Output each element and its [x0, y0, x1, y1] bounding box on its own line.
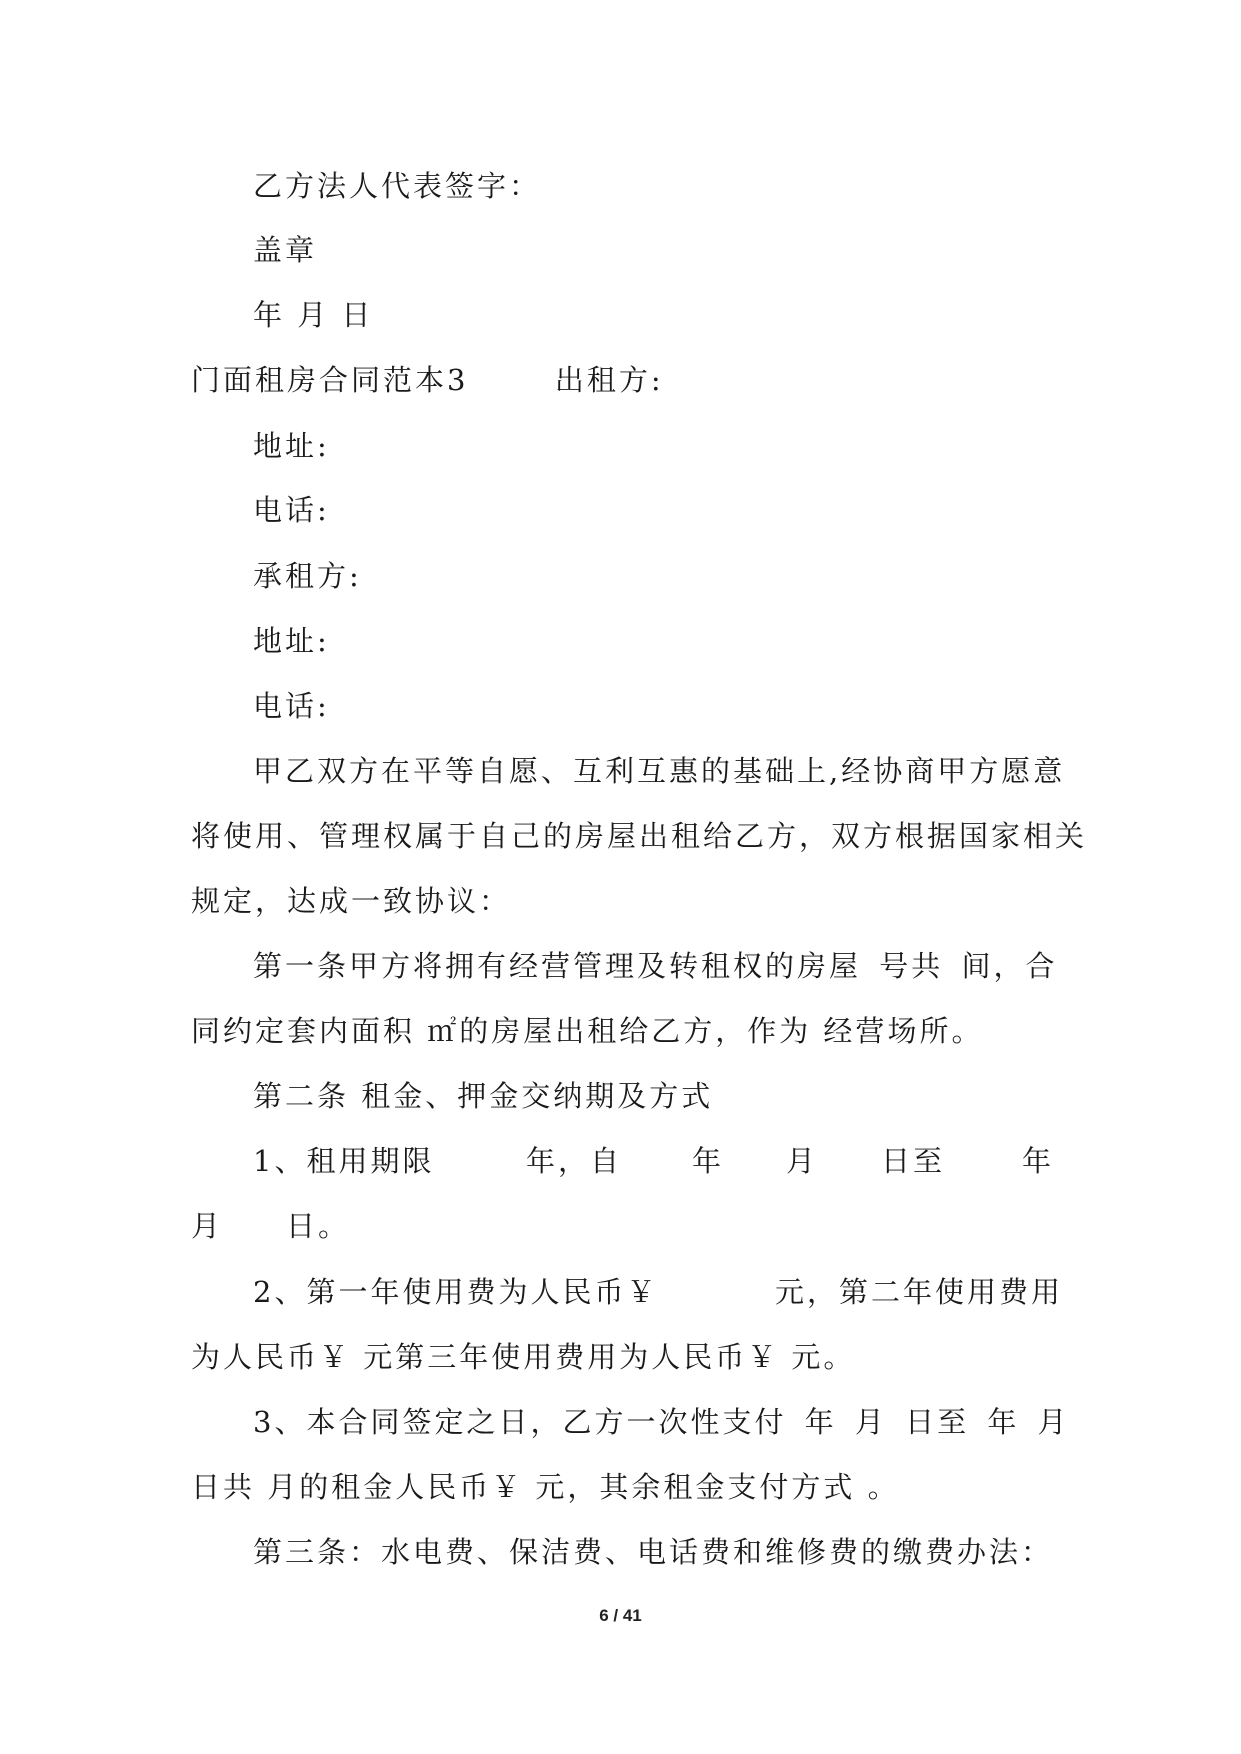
fee-line-2: 为人民币￥ 元第三年使用费用为人民币￥ 元。	[191, 1340, 856, 1374]
article-1-line-1: 第一条甲方将拥有经营管理及转租权的房屋 号共 间，合	[253, 949, 1058, 983]
date-line: 年 月 日	[253, 298, 374, 332]
lessor-label: 出租方:	[554, 363, 664, 397]
party-b-signature-line: 乙方法人代表签字：	[253, 169, 542, 203]
lessee-address-label: 地址:	[253, 624, 330, 658]
lease-term-label: 1、租用期限	[253, 1144, 435, 1178]
fee-line-1-rest: 元，第二年使用费用	[775, 1275, 1064, 1309]
lease-start-day-to: 日至	[881, 1144, 946, 1178]
preamble-line-2: 将使用、管理权属于自己的房屋出租给乙方，双方根据国家相关	[191, 819, 1088, 853]
lease-start-month: 月	[786, 1144, 819, 1178]
article-1-line-2: 同约定套内面积 ㎡的房屋出租给乙方，作为 经营场所。	[191, 1014, 984, 1048]
preamble-line-3: 规定，达成一致协议：	[191, 884, 512, 918]
lessee-label: 承租方:	[253, 559, 362, 593]
fee-line-1-label: 2、第一年使用费为人民币￥	[253, 1275, 659, 1309]
lessor-address-label: 地址:	[253, 429, 330, 463]
payment-line-2: 日共 月的租金人民币￥ 元，其余租金支付方式 。	[191, 1470, 900, 1504]
article-2-heading: 第二条 租金、押金交纳期及方式	[253, 1079, 714, 1113]
payment-line-1: 3、本合同签定之日，乙方一次性支付 年 月 日至 年 月	[253, 1405, 1070, 1439]
lease-term-years-from: 年，自	[526, 1144, 623, 1178]
lessee-phone-label: 电话:	[253, 689, 330, 723]
lease-end-year: 年	[1022, 1144, 1055, 1178]
article-3-heading: 第三条：水电费、保洁费、电话费和维修费的缴费办法：	[253, 1535, 1054, 1569]
lease-end-day: 日。	[286, 1209, 351, 1243]
page-number: 6 / 41	[599, 1606, 642, 1625]
preamble-line-1: 甲乙双方在平等自愿、互利互惠的基础上,经协商甲方愿意	[253, 754, 1066, 788]
lease-end-month: 月	[191, 1209, 224, 1243]
contract-title: 门面租房合同范本3	[191, 363, 469, 397]
seal-line: 盖章	[253, 233, 318, 267]
contract-title-line	[191, 362, 664, 398]
lease-start-year: 年	[692, 1144, 725, 1178]
lessor-phone-label: 电话:	[253, 493, 330, 527]
